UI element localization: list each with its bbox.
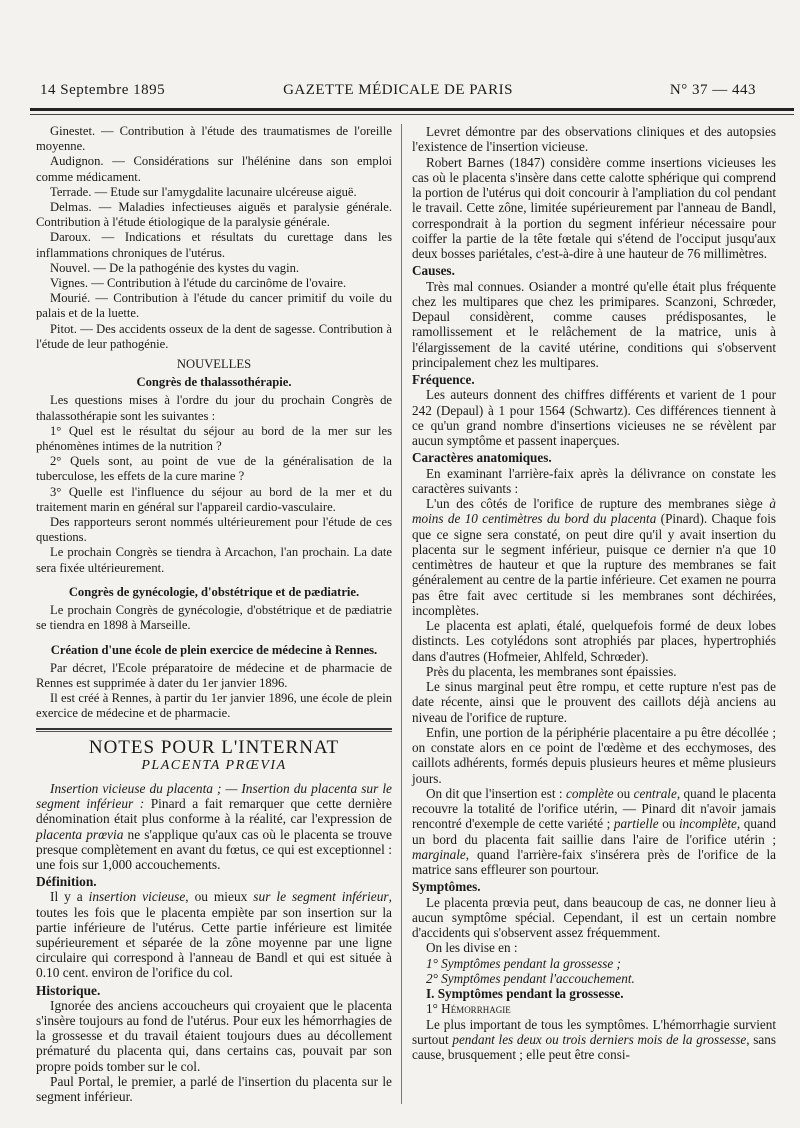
header-title: GAZETTE MÉDICALE DE PARIS xyxy=(283,82,513,98)
definition-heading: Définition. xyxy=(36,874,97,890)
text-span: , quand l'arrière-faix s'insérera près de l'orifice de la matrice sans effleurer son pourtour. xyxy=(412,846,776,877)
definition-paragraph xyxy=(36,889,392,980)
paragraph: Le sinus marginal peut être rompu, et cette rupture n'est pas de date récente, ainsi que le prouvent des caillots déjà anciens au niveau de l'orifice de rupture. xyxy=(412,679,776,725)
frequence-heading: Fréquence. xyxy=(412,372,475,387)
text-span: Pinard a fait remarquer que cette dernière dénomination était plus conforme à la réalité, car l'expression de xyxy=(36,796,392,827)
thesis-item: Mourié. — Contribution à l'étude du cancer primitif du voile du palais et de la luette. xyxy=(36,291,392,321)
paragraph: Le placenta prœvia peut, dans beaucoup de cas, ne donner lieu à aucun symptôme spécial. Cependant, il est un certain nombre d'accidents qui s'observent assez fréquemment. xyxy=(412,894,776,940)
paragraph xyxy=(412,496,776,618)
paragraph: Près du placenta, les membranes sont épaissies. xyxy=(426,663,677,679)
text-span: ou xyxy=(613,785,634,801)
caracteres-heading: Caractères anatomiques. xyxy=(412,450,552,466)
thesis-item: Audignon. — Considérations sur l'hélénine dans son emploi comme médicament. xyxy=(36,154,392,184)
paragraph: Des rapporteurs seront nommés ultérieurement pour l'étude de ces questions. xyxy=(36,515,392,545)
paragraph xyxy=(412,786,776,878)
text-span: , quand un bord du placenta fait saillie dans l'aire de l'orifice utérin ; xyxy=(412,816,777,847)
text-span: , toutes les fois que le placenta empiète par son insertion sur la partie inférieure de l'utérus. Cette partie inférieure est limitée supérieurement et séparée de la zône moyenne par une ligne circulaire qui correspond à l'anneau de Bandl et qui est située à 0.10 cent. environ de l'orifice du col. xyxy=(36,889,392,981)
header-page-number: N° 37 — 443 xyxy=(669,82,756,98)
text-span: On dit que l'insertion est : xyxy=(426,785,566,801)
left-column xyxy=(36,124,392,1104)
paragraph: Les auteurs donnent des chiffres différents et varient de 1 pour 242 (Depaul) à 1 pour 1564 (Schwartz). Ces différences tiennent à ce qu'un grand nombre d'insertions vicieuses ne se révèlent par aucun symptôme et passent inaperçues. xyxy=(412,387,776,448)
paragraph: Paul Portal, le premier, a parlé de l'insertion du placenta sur le segment inférieur. xyxy=(36,1073,392,1104)
paragraph: 3° Quelle est l'influence du séjour au bord de la mer et du traitement marin en général sur l'appareil cardio-vasculaire. xyxy=(36,484,392,514)
paragraph: 2° Quels sont, au point de vue de la généralisation de la tuberculose, les effets de la cure marine ? xyxy=(36,454,392,484)
paragraph: 1° Quel est le résultat du séjour au bord de la mer sur les phénomènes intimes de la nutrition ? xyxy=(36,423,392,454)
text-span: Il y a xyxy=(50,889,89,905)
paragraph: Levret démontre par des observations cliniques et des autopsies l'existence de l'insertion vicieuse. xyxy=(412,124,776,155)
italic-text: sur le segment inférieur xyxy=(253,889,389,905)
right-column xyxy=(412,124,776,1062)
thesis-item: Delmas. — Maladies infectieuses aiguës et paralysie générale. Contribution à l'étude étiologique de la paralysie générale. xyxy=(36,200,392,230)
list-item xyxy=(412,956,776,971)
thalasso-heading: Congrès de thalassothérapie. xyxy=(136,375,292,390)
text-span: (Pinard). Chaque fois que ce signe sera constaté, on peut dire qu'il y avait insertion du placenta sur le segment inférieur, puisque ce dernier n'a que 10 centimètres de hauteur et que la rupture des membranes se fait généralement au centre de la partie inférieure. Cet examen ne pourra pas être fait avec certitude si les membranes sont déchirées, incomplètes. xyxy=(412,511,777,618)
text-span: , sans cause, brusquement ; elle peut être consi- xyxy=(412,1031,776,1062)
paragraph: Enfin, une portion de la périphérie placentaire a pu être décollée ; on constate alors en ce point de l'œdème et des ecchymoses, des caillots adhérents, formés depuis plusieurs heures et même plusieurs jours. xyxy=(412,724,776,786)
paragraph xyxy=(412,1017,776,1063)
thesis-item: Vignes. — Contribution à l'étude du carcinôme de l'ovaire. xyxy=(50,276,347,291)
notes-title: NOTES POUR L'INTERNAT xyxy=(88,736,340,758)
italic-text: Insertion vicieuse du placenta ; — Insertion du placenta sur le segment inférieur : xyxy=(36,780,392,812)
thesis-item: Ginestet. — Contribution à l'étude des traumatismes de l'oreille moyenne. xyxy=(36,124,392,154)
paragraph: Ignorée des anciens accoucheurs qui croyaient que le placenta s'insère toujours au fond de l'utérus. Pour eux les hémorrhagies de la grossesse et du travail étaient toujours dues au décollement prématuré du placenta qui, dans certains cas, pouvait par son propre poids tomber sur le col. xyxy=(36,997,392,1074)
italic-text: 1° Symptômes pendant la grossesse ; xyxy=(426,955,621,971)
intro-paragraph xyxy=(36,781,392,872)
symptomes-heading: Symptômes. xyxy=(412,879,481,895)
header-rule-thick xyxy=(30,108,794,111)
paragraph: Les questions mises à l'ordre du jour du prochain Congrès de thalassothérapie sont les suivantes : xyxy=(36,393,392,423)
notes-subtitle: PLACENTA PRŒVIA xyxy=(141,757,287,773)
section-rule xyxy=(36,728,392,730)
italic-text: pendant les deux ou trois derniers mois de la grossesse xyxy=(452,1031,747,1047)
bold-text: I. Symptômes pendant la grossesse. xyxy=(426,986,624,1001)
italic-text: placenta prœvia xyxy=(36,826,124,842)
page-header xyxy=(40,82,756,104)
causes-heading: Causes. xyxy=(412,263,455,279)
text-span: L'un des côtés de l'orifice de rupture des membranes siège xyxy=(426,496,770,511)
subsection-title: 1° Hémorrhagie xyxy=(426,1001,511,1017)
text-span: , ou mieux xyxy=(185,889,254,905)
thesis-item: Pitot. — Des accidents osseux de la dent de sagesse. Contribution à l'étude de leur pathogénie. xyxy=(36,321,392,351)
paragraph: Le prochain Congrès se tiendra à Arcachon, l'an prochain. La date sera fixée ultérieurement. xyxy=(36,545,392,575)
subsection-heading xyxy=(412,986,776,1001)
paragraph: On les divise en : xyxy=(426,940,518,956)
text-span: Le plus important de tous les symptômes. L'hémorrhagie survient surtout xyxy=(412,1016,776,1047)
text-span: ou xyxy=(658,816,680,832)
gyneco-heading: Congrès de gynécologie, d'obstétrique et de pædiatrie. xyxy=(68,584,360,599)
paragraph: Le prochain Congrès de gynécologie, d'obstétrique et de pædiatrie se tiendra en 1898 à Marseille. xyxy=(36,603,392,633)
thesis-item: Daroux. — Indications et résultats du curettage dans les inflammations chroniques de l'utérus. xyxy=(36,230,392,260)
text-span: , quand le placenta recouvre la totalité de l'orifice utérin, — Pinard dit n'avoir jamais rencontré d'exemple de cette variété ; xyxy=(412,785,777,832)
nouvelles-heading: NOUVELLES xyxy=(176,357,252,372)
italic-text: complète xyxy=(566,785,614,801)
text-span: ne s'applique qu'aux cas où le placenta se trouve presque complètement en avant du fœtus, ce qui est exceptionnel : une fois sur 1,000 accouchements. xyxy=(36,826,393,872)
theses-list xyxy=(36,124,392,352)
italic-text: à moins de 10 centimètres du bord du placenta xyxy=(412,496,776,527)
header-date: 14 Septembre 1895 xyxy=(40,82,166,98)
paragraph: Très mal connues. Osiander a montré qu'elle était plus fréquente chez les multipares que chez les primipares. Scanzoni, Schrœder, Depaul considèrent, comme causes prédisposantes, le ramollissement et le relâchement de la matrice, unis à l'élargissement de la cavité utérine, conditions qui s'observent principalement chez les multipares. xyxy=(412,278,776,370)
header-rule-thin xyxy=(30,114,794,115)
creation-heading: Création d'une école de plein exercice de médecine à Rennes. xyxy=(50,642,378,657)
historique-heading: Historique. xyxy=(36,982,101,998)
paragraph: Le placenta est aplati, étalé, quelquefois formé de deux lobes distincts. Les cotylédons sont atrophiés par places, hypertrophiés dans d'autres (Hofmeier, Ahlfeld, Schrœder). xyxy=(412,618,776,664)
paragraph: Robert Barnes (1847) considère comme insertions vicieuses les cas où le placenta s'insère dans cette calotte sphérique qui comprend la portion de l'utérus qui doit concourir à l'ampliation du col pendant le travail. Cette zône, limitée supérieurement par l'anneau de Bandl, correspondrait à la portion du segment inférieur nécessaire pour coiffer la partie de la tête fœtale qui s'étend de l'occiput jusqu'aux deux bosses pariétales, c'est-à-dire à une hauteur de 76 millimètres. xyxy=(412,154,776,261)
italic-text: incomplète xyxy=(679,816,737,832)
list-item xyxy=(412,971,776,986)
paragraph: Par décret, l'Ecole préparatoire de médecine et de pharmacie de Rennes est supprimée à dater du 1er janvier 1896. xyxy=(36,660,392,690)
paragraph: En examinant l'arrière-faix après la délivrance on constate les caractères suivants : xyxy=(412,465,776,496)
column-divider xyxy=(401,124,402,1104)
thesis-item: Terrade. — Etude sur l'amygdalite lacunaire ulcéreuse aiguë. xyxy=(50,184,357,199)
italic-text: marginale xyxy=(412,846,466,862)
paragraph: Il est créé à Rennes, à partir du 1er janvier 1896, une école de plein exercice de médecine et de pharmacie. xyxy=(36,691,392,721)
italic-text: centrale xyxy=(633,785,677,801)
thesis-item: Nouvel. — De la pathogénie des kystes du vagin. xyxy=(50,260,300,275)
italic-text: insertion vicieuse xyxy=(88,889,186,905)
italic-text: partielle xyxy=(613,816,659,832)
italic-text: 2° Symptômes pendant l'accouchement. xyxy=(426,970,635,986)
section-rule-thin xyxy=(36,731,392,732)
